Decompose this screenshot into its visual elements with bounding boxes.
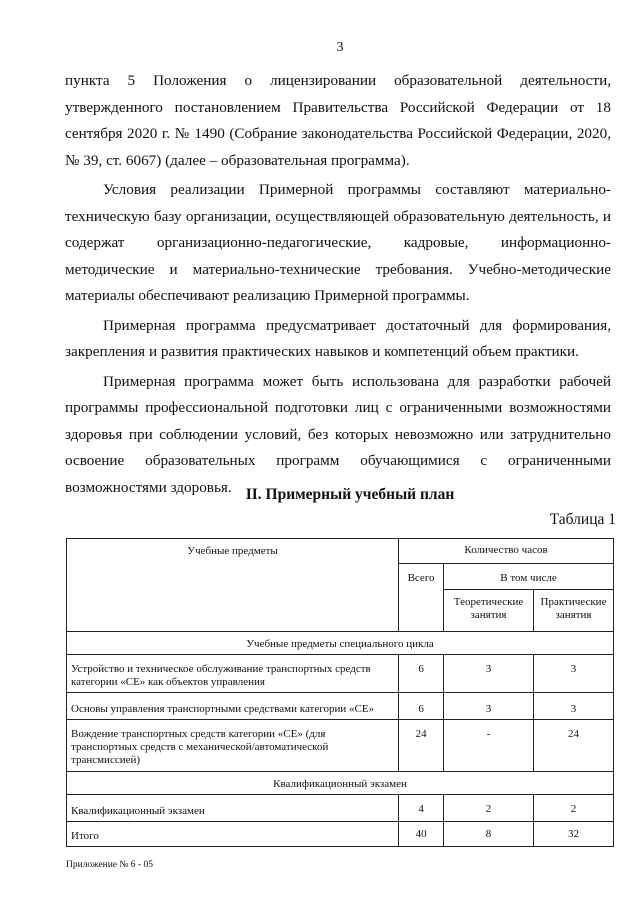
table-row: [67, 795, 614, 822]
section-row: [67, 632, 614, 655]
section-title-special: Учебные предметы специального цикла: [67, 632, 614, 655]
total-theory: 8: [444, 822, 534, 847]
header-total: Всего: [399, 564, 444, 632]
page-number: 3: [336, 40, 344, 55]
paragraph-1: пункта 5 Положения о лицензировании образовательной деятельности, утвержденного постановлением Правительства Российской Федерации от 18 сентября 2020 г. № 1490 (Собрание законодательства Российской Федерации, 2020, № 39, ст. 6067) (далее – образовательная программа).: [65, 72, 611, 169]
total-label: Итого: [67, 822, 399, 847]
row-subject: Квалификационный экзамен: [67, 795, 399, 822]
row-theory: 3: [444, 655, 534, 693]
row-practice: 3: [534, 693, 614, 720]
section-title-exam: Квалификационный экзамен: [67, 772, 614, 795]
row-total: 6: [399, 655, 444, 693]
header-hours: Количество часов: [399, 539, 614, 564]
row-subject: Устройство и техническое обслуживание транспортных средств категории «СЕ» как объектов управления: [67, 655, 399, 693]
section-title: II. Примерный учебный план: [245, 486, 455, 503]
paragraph-4: Примерная программа может быть использована для разработки рабочей программы профессиональной подготовки лиц с ограниченными возможностями здоровья при соблюдении условий, без которых невозможно или затруднительно освоение образовательных программ обучающимися с ограниченными возможностями здоровья.: [65, 372, 611, 496]
table-row: [67, 655, 614, 693]
table-row: [67, 720, 614, 772]
body-text: [65, 68, 611, 501]
row-subject: Вождение транспортных средств категории «СЕ» (для транспортных средств с механической/автоматической трансмиссией): [67, 720, 399, 772]
section-row: [67, 772, 614, 795]
row-theory: 2: [444, 795, 534, 822]
total-hours: 40: [399, 822, 444, 847]
curriculum-table: [66, 538, 614, 847]
row-total: 6: [399, 693, 444, 720]
table-caption: Таблица 1: [549, 511, 616, 528]
row-theory: 3: [444, 693, 534, 720]
header-subjects: Учебные предметы: [67, 539, 399, 632]
row-practice: 2: [534, 795, 614, 822]
table-row: [67, 693, 614, 720]
row-practice: 24: [534, 720, 614, 772]
header-theory: Теоретические занятия: [444, 590, 534, 632]
row-practice: 3: [534, 655, 614, 693]
paragraph-2: Условия реализации Примерной программы составляют материально-техническую базу организации, осуществляющей образовательную деятельность, и содержат организационно-педагогические, кадровые, информационно-методические и материально-технические требования. Учебно-методические материалы обеспечивают реализацию Примерной программы.: [65, 181, 611, 304]
footer-note: Приложение № 6 - 05: [66, 860, 153, 870]
paragraph-3: Примерная программа предусматривает достаточный для формирования, закрепления и развития практических навыков и компетенций объем практики.: [65, 316, 611, 360]
header-practice: Практические занятия: [534, 590, 614, 632]
table-header-row: [67, 539, 614, 564]
total-practice: 32: [534, 822, 614, 847]
header-including: В том числе: [444, 564, 614, 590]
row-total: 4: [399, 795, 444, 822]
row-theory: -: [444, 720, 534, 772]
row-total: 24: [399, 720, 444, 772]
table-total-row: [67, 822, 614, 847]
row-subject: Основы управления транспортными средствами категории «СЕ»: [67, 693, 399, 720]
